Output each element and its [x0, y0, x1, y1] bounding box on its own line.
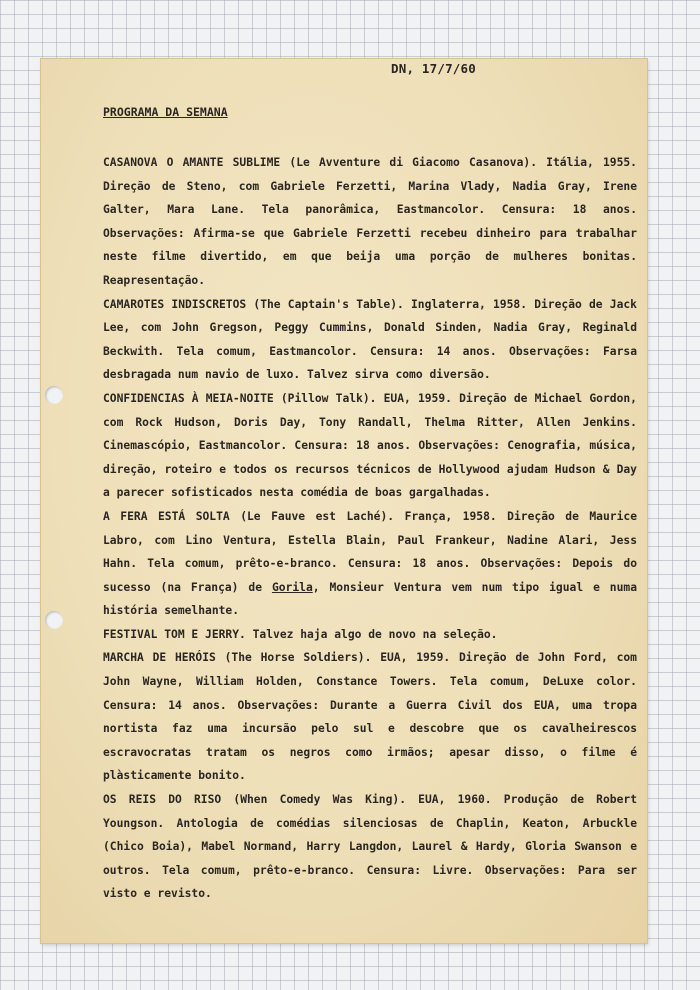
film-entry-reis-do-riso: OS REIS DO RISO (When Comedy Was King). EUA, 1960. Produção de Robert Youngson. Antologia de comédias silenciosas de Chaplin, Keaton, Arbuckle (Chico Boia), Mabel Normand, Harry Langdon, Laurel & Hardy, Gloria Swanson e outros. Tela comum, prêto-e-branco. Censura: Livre. Observações: Para ser visto e revisto. — [103, 793, 637, 901]
document-date: DN, 17/7/60 — [391, 61, 476, 76]
program-listing — [103, 151, 637, 906]
entry-text-part: , Monsieur Ventura vem num tipo igual e numa história semelhante. — [103, 580, 637, 618]
film-entry-confidencias: CONFIDENCIAS À MEIA-NOITE (Pillow Talk). EUA, 1959. Direção de Michael Gordon, com Rock Hudson, Doris Day, Tony Randall, Thelma Ritter, Allen Jenkins. Cinemascópio, Eastmancolor. Censura: 18 anos. Observações: Cenografia, música, direção, roteiro e todos os recursos técnicos de Hollywood ajudam Hudson & Day a parecer sofisticados nesta comédia de boas gargalhadas. — [103, 391, 637, 500]
film-entry-casanova: CASANOVA O AMANTE SUBLIME (Le Avventure di Giacomo Casanova). Itália, 1955. Direção de Steno, com Gabriele Ferzetti, Marina Vlady, Nadia Gray, Irene Galter, Mara Lane. Tela panorâmica, Eastmancolor. Censura: 18 anos. Observações: Afirma-se que Gabriele Ferzetti recebeu dinheiro para trabalhar neste filme divertido, em que beija uma porção de mulheres bonitas. Reapresentação. — [103, 156, 637, 287]
film-entry-tom-jerry: FESTIVAL TOM E JERRY. Talvez haja algo de novo na seleção. — [103, 627, 498, 641]
document-title: PROGRAMA DA SEMANA — [103, 105, 228, 119]
punch-hole-bottom — [45, 611, 63, 629]
entry-text-part: A FERA ESTÁ SOLTA (Le Fauve est Laché). França, 1958. Direção de Maurice Labro, com Lino Ventura, Estella Blain, Paul Frankeur, Nadine Alari, Jess Hahn. Tela comum, prêto-e-branco. Censura: 18 anos. Observações: Depois do sucesso (na França) de — [103, 509, 637, 594]
punch-hole-top — [45, 386, 63, 404]
film-entry-marcha: MARCHA DE HERÓIS (The Horse Soldiers). EUA, 1959. Direção de John Ford, com John Wayne, William Holden, Constance Towers. Tela comum, DeLuxe color. Censura: 14 anos. Observações: Durante a Guerra Civil dos EUA, uma tropa nortista faz uma incursão pelo sul e descobre que os cavalheirescos escravocratas tratam os negros como irmãos; apesar disso, o filme é plàsticamente bonito. — [103, 651, 637, 783]
film-entry-fera — [103, 505, 637, 623]
typed-document-sheet — [41, 59, 647, 943]
film-entry-camarotes: CAMAROTES INDISCRETOS (The Captain's Table). Inglaterra, 1958. Direção de Jack Lee, com John Gregson, Peggy Cummins, Donald Sinden, Nadia Gray, Reginald Beckwith. Tela comum, Eastmancolor. Censura: 14 anos. Observações: Farsa desbragada num navio de luxo. Talvez sirva como diversão. — [103, 297, 637, 382]
underlined-film-title: Gorila — [271, 580, 313, 594]
